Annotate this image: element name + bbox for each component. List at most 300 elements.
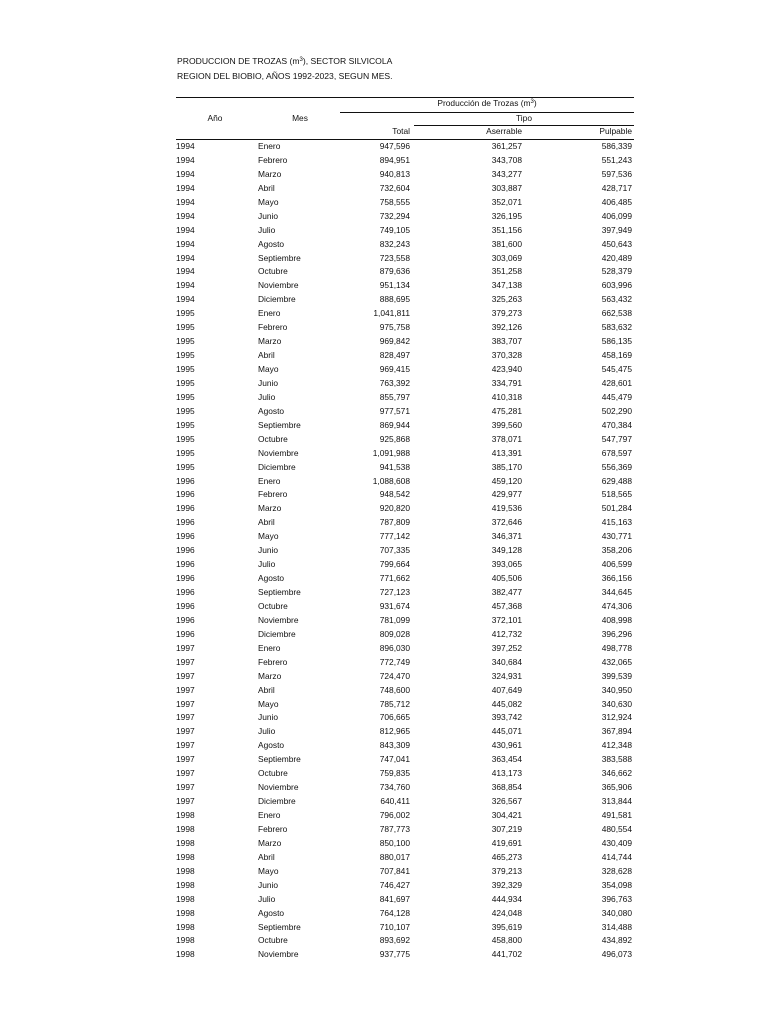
cell-total: 707,841 bbox=[379, 865, 410, 876]
table-row bbox=[176, 600, 634, 614]
table-row bbox=[176, 921, 634, 935]
cell-total: 710,107 bbox=[379, 921, 410, 932]
cell-ano: 1995 bbox=[176, 405, 195, 416]
cell-pulpable: 547,797 bbox=[601, 433, 632, 444]
cell-total: 894,951 bbox=[379, 154, 410, 165]
cell-mes: Agosto bbox=[258, 573, 285, 584]
cell-aserrable: 303,069 bbox=[491, 252, 522, 263]
cell-total: 869,944 bbox=[379, 419, 410, 430]
cell-pulpable: 365,906 bbox=[601, 782, 632, 793]
cell-aserrable: 325,263 bbox=[491, 294, 522, 305]
cell-ano: 1998 bbox=[176, 907, 195, 918]
table-row bbox=[176, 293, 634, 307]
cell-total: 879,636 bbox=[379, 266, 410, 277]
cell-aserrable: 346,371 bbox=[491, 531, 522, 542]
table-row bbox=[176, 391, 634, 405]
cell-aserrable: 423,940 bbox=[491, 364, 522, 374]
cell-aserrable: 392,126 bbox=[491, 322, 522, 333]
cell-ano: 1995 bbox=[176, 350, 195, 361]
table-row bbox=[176, 698, 634, 712]
table-row bbox=[176, 767, 634, 781]
table-row bbox=[176, 461, 634, 475]
cell-total: 977,571 bbox=[379, 405, 410, 416]
cell-mes: Junio bbox=[258, 545, 279, 556]
cell-pulpable: 498,778 bbox=[601, 642, 632, 653]
table-row bbox=[176, 433, 634, 447]
cell-aserrable: 445,071 bbox=[491, 726, 522, 737]
table-row bbox=[176, 865, 634, 879]
cell-aserrable: 475,281 bbox=[491, 405, 522, 416]
table-body bbox=[176, 140, 634, 962]
cell-ano: 1997 bbox=[176, 642, 195, 653]
cell-mes: Septiembre bbox=[258, 921, 301, 932]
cell-aserrable: 419,691 bbox=[491, 837, 522, 848]
cell-mes: Diciembre bbox=[258, 796, 296, 807]
cell-mes: Marzo bbox=[258, 837, 282, 848]
cell-mes: Julio bbox=[258, 224, 276, 235]
cell-total: 758,555 bbox=[379, 196, 410, 207]
table-row bbox=[176, 224, 634, 238]
cell-total: 748,600 bbox=[379, 684, 410, 695]
cell-total: 796,002 bbox=[379, 810, 410, 820]
cell-ano: 1996 bbox=[176, 503, 195, 514]
cell-mes: Mayo bbox=[258, 865, 279, 876]
cell-pulpable: 629,488 bbox=[601, 475, 632, 486]
cell-pulpable: 551,243 bbox=[601, 154, 632, 165]
cell-pulpable: 313,844 bbox=[601, 796, 632, 807]
table-row bbox=[176, 739, 634, 753]
cell-mes: Mayo bbox=[258, 698, 279, 709]
cell-mes: Noviembre bbox=[258, 447, 299, 458]
cell-mes: Junio bbox=[258, 879, 279, 890]
cell-total: 799,664 bbox=[379, 559, 410, 570]
cell-aserrable: 372,101 bbox=[491, 614, 522, 625]
cell-pulpable: 406,485 bbox=[601, 196, 632, 207]
table-row bbox=[176, 265, 634, 279]
cell-mes: Abril bbox=[258, 350, 275, 361]
table-row bbox=[176, 321, 634, 335]
cell-mes: Noviembre bbox=[258, 280, 299, 291]
table-row bbox=[176, 781, 634, 795]
cell-pulpable: 430,409 bbox=[601, 837, 632, 848]
cell-total: 920,820 bbox=[379, 503, 410, 514]
cell-mes: Mayo bbox=[258, 196, 279, 207]
cell-pulpable: 458,169 bbox=[601, 350, 632, 361]
cell-pulpable: 383,588 bbox=[601, 754, 632, 765]
cell-aserrable: 326,195 bbox=[491, 210, 522, 221]
cell-total: 940,813 bbox=[379, 168, 410, 179]
cell-total: 843,309 bbox=[379, 740, 410, 751]
table-row bbox=[176, 516, 634, 530]
table-row bbox=[176, 753, 634, 767]
cell-ano: 1998 bbox=[176, 823, 195, 834]
cell-ano: 1997 bbox=[176, 698, 195, 709]
cell-aserrable: 393,742 bbox=[491, 712, 522, 723]
cell-ano: 1995 bbox=[176, 322, 195, 333]
table-row bbox=[176, 907, 634, 921]
cell-aserrable: 379,273 bbox=[491, 308, 522, 319]
cell-pulpable: 662,538 bbox=[601, 308, 632, 319]
cell-mes: Noviembre bbox=[258, 614, 299, 625]
cell-mes: Octubre bbox=[258, 768, 288, 779]
table-row bbox=[176, 405, 634, 419]
cell-pulpable: 396,763 bbox=[601, 893, 632, 904]
cell-ano: 1997 bbox=[176, 712, 195, 723]
cell-mes: Diciembre bbox=[258, 294, 296, 305]
table-row bbox=[176, 182, 634, 196]
cell-pulpable: 312,924 bbox=[601, 712, 632, 723]
cell-aserrable: 370,328 bbox=[491, 350, 522, 361]
cell-mes: Marzo bbox=[258, 503, 282, 514]
cell-total: 832,243 bbox=[379, 238, 410, 249]
header-total: Total bbox=[392, 126, 410, 136]
cell-mes: Noviembre bbox=[258, 949, 299, 960]
cell-mes: Marzo bbox=[258, 670, 282, 681]
cell-total: 746,427 bbox=[379, 879, 410, 890]
cell-pulpable: 420,489 bbox=[601, 252, 632, 263]
cell-pulpable: 428,601 bbox=[601, 377, 632, 388]
cell-pulpable: 314,488 bbox=[601, 921, 632, 932]
cell-ano: 1997 bbox=[176, 768, 195, 779]
cell-mes: Junio bbox=[258, 712, 279, 723]
cell-total: 951,134 bbox=[379, 280, 410, 291]
cell-pulpable: 678,597 bbox=[601, 447, 632, 458]
cell-ano: 1996 bbox=[176, 517, 195, 528]
cell-aserrable: 458,800 bbox=[491, 935, 522, 946]
cell-aserrable: 413,173 bbox=[491, 768, 522, 779]
cell-pulpable: 480,554 bbox=[601, 823, 632, 834]
cell-aserrable: 441,702 bbox=[491, 949, 522, 960]
cell-total: 1,091,988 bbox=[372, 447, 410, 458]
cell-mes: Noviembre bbox=[258, 782, 299, 793]
cell-ano: 1995 bbox=[176, 419, 195, 430]
cell-mes: Octubre bbox=[258, 600, 288, 611]
cell-pulpable: 583,632 bbox=[601, 322, 632, 333]
table-row bbox=[176, 851, 634, 865]
document-title bbox=[177, 54, 393, 83]
table-row bbox=[176, 879, 634, 893]
table-row bbox=[176, 934, 634, 948]
cell-aserrable: 399,560 bbox=[491, 419, 522, 430]
cell-mes: Febrero bbox=[258, 656, 288, 667]
table-row bbox=[176, 572, 634, 586]
table-row bbox=[176, 154, 634, 168]
cell-total: 759,835 bbox=[379, 768, 410, 779]
cell-ano: 1997 bbox=[176, 656, 195, 667]
cell-pulpable: 414,744 bbox=[601, 851, 632, 862]
cell-pulpable: 408,998 bbox=[601, 614, 632, 625]
cell-aserrable: 351,156 bbox=[491, 224, 522, 235]
table-row bbox=[176, 210, 634, 224]
cell-ano: 1995 bbox=[176, 461, 195, 472]
cell-ano: 1998 bbox=[176, 949, 195, 960]
cell-total: 747,041 bbox=[379, 754, 410, 765]
cell-mes: Diciembre bbox=[258, 628, 296, 639]
cell-pulpable: 445,479 bbox=[601, 391, 632, 402]
cell-total: 764,128 bbox=[379, 907, 410, 918]
cell-total: 787,809 bbox=[379, 517, 410, 528]
cell-ano: 1998 bbox=[176, 893, 195, 904]
cell-ano: 1996 bbox=[176, 489, 195, 500]
cell-pulpable: 396,296 bbox=[601, 628, 632, 639]
cell-mes: Octubre bbox=[258, 433, 288, 444]
cell-pulpable: 430,771 bbox=[601, 531, 632, 542]
cell-aserrable: 368,854 bbox=[491, 782, 522, 793]
cell-total: 947,596 bbox=[379, 141, 410, 151]
cell-mes: Abril bbox=[258, 182, 275, 193]
cell-aserrable: 459,120 bbox=[491, 475, 522, 486]
cell-ano: 1996 bbox=[176, 587, 195, 597]
header-produccion: Producción de Trozas $(m^3)$ bbox=[437, 98, 537, 108]
cell-pulpable: 518,565 bbox=[601, 489, 632, 500]
cell-mes: Febrero bbox=[258, 823, 288, 834]
cell-pulpable: 432,065 bbox=[601, 656, 632, 667]
cell-mes: Marzo bbox=[258, 168, 282, 179]
table-row bbox=[176, 140, 634, 154]
cell-mes: Septiembre bbox=[258, 587, 301, 597]
cell-aserrable: 372,646 bbox=[491, 517, 522, 528]
cell-pulpable: 545,475 bbox=[601, 364, 632, 374]
cell-total: 809,028 bbox=[379, 628, 410, 639]
cell-mes: Abril bbox=[258, 684, 275, 695]
cell-ano: 1995 bbox=[176, 336, 195, 347]
header-tipo: Tipo bbox=[516, 113, 532, 123]
cell-ano: 1995 bbox=[176, 447, 195, 458]
cell-aserrable: 407,649 bbox=[491, 684, 522, 695]
cell-ano: 1994 bbox=[176, 238, 195, 249]
cell-aserrable: 465,273 bbox=[491, 851, 522, 862]
cell-total: 724,470 bbox=[379, 670, 410, 681]
cell-ano: 1994 bbox=[176, 168, 195, 179]
cell-mes: Agosto bbox=[258, 740, 285, 751]
cell-aserrable: 393,065 bbox=[491, 559, 522, 570]
cell-aserrable: 307,219 bbox=[491, 823, 522, 834]
cell-ano: 1994 bbox=[176, 210, 195, 221]
cell-ano: 1997 bbox=[176, 796, 195, 807]
cell-ano: 1996 bbox=[176, 573, 195, 584]
table-row bbox=[176, 252, 634, 266]
cell-aserrable: 303,887 bbox=[491, 182, 522, 193]
table-row bbox=[176, 335, 634, 349]
cell-ano: 1996 bbox=[176, 475, 195, 486]
cell-mes: Julio bbox=[258, 726, 276, 737]
cell-mes: Junio bbox=[258, 210, 279, 221]
cell-total: 925,868 bbox=[379, 433, 410, 444]
cell-aserrable: 457,368 bbox=[491, 600, 522, 611]
table-row bbox=[176, 530, 634, 544]
cell-mes: Enero bbox=[258, 308, 281, 319]
table-row bbox=[176, 893, 634, 907]
table-row bbox=[176, 809, 634, 823]
cell-ano: 1996 bbox=[176, 614, 195, 625]
cell-ano: 1995 bbox=[176, 377, 195, 388]
cell-pulpable: 428,717 bbox=[601, 182, 632, 193]
cell-aserrable: 334,791 bbox=[491, 377, 522, 388]
cell-mes: Abril bbox=[258, 517, 275, 528]
cell-aserrable: 383,707 bbox=[491, 336, 522, 347]
cell-mes: Enero bbox=[258, 475, 281, 486]
table-row bbox=[176, 795, 634, 809]
cell-mes: Agosto bbox=[258, 907, 285, 918]
cell-ano: 1994 bbox=[176, 182, 195, 193]
cell-aserrable: 361,257 bbox=[491, 141, 522, 151]
cell-total: 937,775 bbox=[379, 949, 410, 960]
table-row bbox=[176, 558, 634, 572]
cell-pulpable: 597,536 bbox=[601, 168, 632, 179]
cell-aserrable: 349,128 bbox=[491, 545, 522, 556]
cell-aserrable: 351,258 bbox=[491, 266, 522, 277]
cell-mes: Enero bbox=[258, 141, 281, 151]
cell-ano: 1998 bbox=[176, 935, 195, 946]
cell-pulpable: 474,306 bbox=[601, 600, 632, 611]
cell-ano: 1995 bbox=[176, 308, 195, 319]
cell-mes: Octubre bbox=[258, 266, 288, 277]
cell-ano: 1998 bbox=[176, 851, 195, 862]
cell-pulpable: 344,645 bbox=[601, 587, 632, 597]
cell-pulpable: 358,206 bbox=[601, 545, 632, 556]
cell-ano: 1994 bbox=[176, 196, 195, 207]
cell-pulpable: 496,073 bbox=[601, 949, 632, 960]
cell-ano: 1998 bbox=[176, 879, 195, 890]
cell-total: 1,088,608 bbox=[372, 475, 410, 486]
cell-total: 777,142 bbox=[379, 531, 410, 542]
cell-total: 969,415 bbox=[379, 364, 410, 374]
cell-total: 880,017 bbox=[379, 851, 410, 862]
cell-ano: 1997 bbox=[176, 782, 195, 793]
cell-total: 734,760 bbox=[379, 782, 410, 793]
cell-ano: 1998 bbox=[176, 837, 195, 848]
cell-aserrable: 444,934 bbox=[491, 893, 522, 904]
table-row bbox=[176, 279, 634, 293]
cell-ano: 1997 bbox=[176, 726, 195, 737]
table-row bbox=[176, 837, 634, 851]
cell-pulpable: 502,290 bbox=[601, 405, 632, 416]
table-row bbox=[176, 628, 634, 642]
cell-pulpable: 556,369 bbox=[601, 461, 632, 472]
table-row bbox=[176, 656, 634, 670]
cell-mes: Septiembre bbox=[258, 419, 301, 430]
cell-aserrable: 424,048 bbox=[491, 907, 522, 918]
cell-pulpable: 397,949 bbox=[601, 224, 632, 235]
table-row bbox=[176, 447, 634, 461]
cell-ano: 1996 bbox=[176, 628, 195, 639]
cell-aserrable: 381,600 bbox=[491, 238, 522, 249]
cell-ano: 1994 bbox=[176, 280, 195, 291]
cell-total: 732,604 bbox=[379, 182, 410, 193]
cell-ano: 1997 bbox=[176, 740, 195, 751]
cell-ano: 1996 bbox=[176, 559, 195, 570]
cell-pulpable: 528,379 bbox=[601, 266, 632, 277]
cell-total: 941,538 bbox=[379, 461, 410, 472]
cell-total: 850,100 bbox=[379, 837, 410, 848]
cell-ano: 1997 bbox=[176, 670, 195, 681]
cell-pulpable: 366,156 bbox=[601, 573, 632, 584]
cell-total: 888,695 bbox=[379, 294, 410, 305]
cell-ano: 1994 bbox=[176, 224, 195, 235]
cell-aserrable: 412,732 bbox=[491, 628, 522, 639]
cell-total: 772,749 bbox=[379, 656, 410, 667]
cell-aserrable: 378,071 bbox=[491, 433, 522, 444]
cell-pulpable: 399,539 bbox=[601, 670, 632, 681]
table-row bbox=[176, 419, 634, 433]
cell-pulpable: 340,080 bbox=[601, 907, 632, 918]
cell-aserrable: 343,708 bbox=[491, 154, 522, 165]
header-mes: Mes bbox=[292, 113, 308, 123]
cell-pulpable: 354,098 bbox=[601, 879, 632, 890]
table-row bbox=[176, 642, 634, 656]
cell-pulpable: 406,099 bbox=[601, 210, 632, 221]
table-row bbox=[176, 475, 634, 489]
cell-ano: 1995 bbox=[176, 433, 195, 444]
cell-total: 785,712 bbox=[379, 698, 410, 709]
table-row bbox=[176, 544, 634, 558]
cell-aserrable: 385,170 bbox=[491, 461, 522, 472]
cell-aserrable: 324,931 bbox=[491, 670, 522, 681]
cell-total: 707,335 bbox=[379, 545, 410, 556]
cell-pulpable: 434,892 bbox=[601, 935, 632, 946]
cell-ano: 1997 bbox=[176, 754, 195, 765]
table-row bbox=[176, 948, 634, 962]
header-ano: Año bbox=[207, 113, 223, 123]
cell-mes: Febrero bbox=[258, 489, 288, 500]
cell-pulpable: 470,384 bbox=[601, 419, 632, 430]
cell-aserrable: 397,252 bbox=[491, 642, 522, 653]
title-line-2: REGION DEL BIOBIO, AÑOS 1992-2023, SEGUN MES. bbox=[177, 70, 393, 81]
cell-mes: Diciembre bbox=[258, 461, 296, 472]
table-row bbox=[176, 363, 634, 377]
cell-total: 969,842 bbox=[379, 336, 410, 347]
cell-pulpable: 340,950 bbox=[601, 684, 632, 695]
cell-mes: Febrero bbox=[258, 322, 288, 333]
table-row bbox=[176, 586, 634, 600]
cell-aserrable: 347,138 bbox=[491, 280, 522, 291]
cell-ano: 1998 bbox=[176, 865, 195, 876]
table-row bbox=[176, 307, 634, 321]
cell-pulpable: 450,643 bbox=[601, 238, 632, 249]
cell-pulpable: 340,630 bbox=[601, 698, 632, 709]
cell-mes: Mayo bbox=[258, 364, 279, 374]
cell-ano: 1996 bbox=[176, 600, 195, 611]
title-line-1: PRODUCCION DE TROZAS $(m^3)$, SECTOR SILVICOLA bbox=[177, 56, 393, 66]
table-row bbox=[176, 614, 634, 628]
cell-aserrable: 419,536 bbox=[491, 503, 522, 514]
cell-total: 771,662 bbox=[379, 573, 410, 584]
table-row bbox=[176, 196, 634, 210]
cell-mes: Septiembre bbox=[258, 252, 301, 263]
cell-mes: Junio bbox=[258, 377, 279, 388]
cell-total: 787,773 bbox=[379, 823, 410, 834]
table-row bbox=[176, 670, 634, 684]
cell-pulpable: 367,894 bbox=[601, 726, 632, 737]
cell-mes: Julio bbox=[258, 559, 276, 570]
header-pulpable: Pulpable bbox=[599, 126, 632, 136]
cell-aserrable: 304,421 bbox=[491, 810, 522, 820]
cell-total: 893,692 bbox=[379, 935, 410, 946]
cell-pulpable: 491,581 bbox=[601, 810, 632, 820]
cell-pulpable: 563,432 bbox=[601, 294, 632, 305]
cell-ano: 1995 bbox=[176, 391, 195, 402]
cell-mes: Julio bbox=[258, 391, 276, 402]
cell-ano: 1994 bbox=[176, 141, 195, 151]
cell-total: 812,965 bbox=[379, 726, 410, 737]
header-aserrable: Aserrable bbox=[486, 126, 522, 136]
table-row bbox=[176, 168, 634, 182]
table-row bbox=[176, 349, 634, 363]
table-row bbox=[176, 725, 634, 739]
table-row bbox=[176, 823, 634, 837]
cell-total: 732,294 bbox=[379, 210, 410, 221]
cell-pulpable: 586,135 bbox=[601, 336, 632, 347]
